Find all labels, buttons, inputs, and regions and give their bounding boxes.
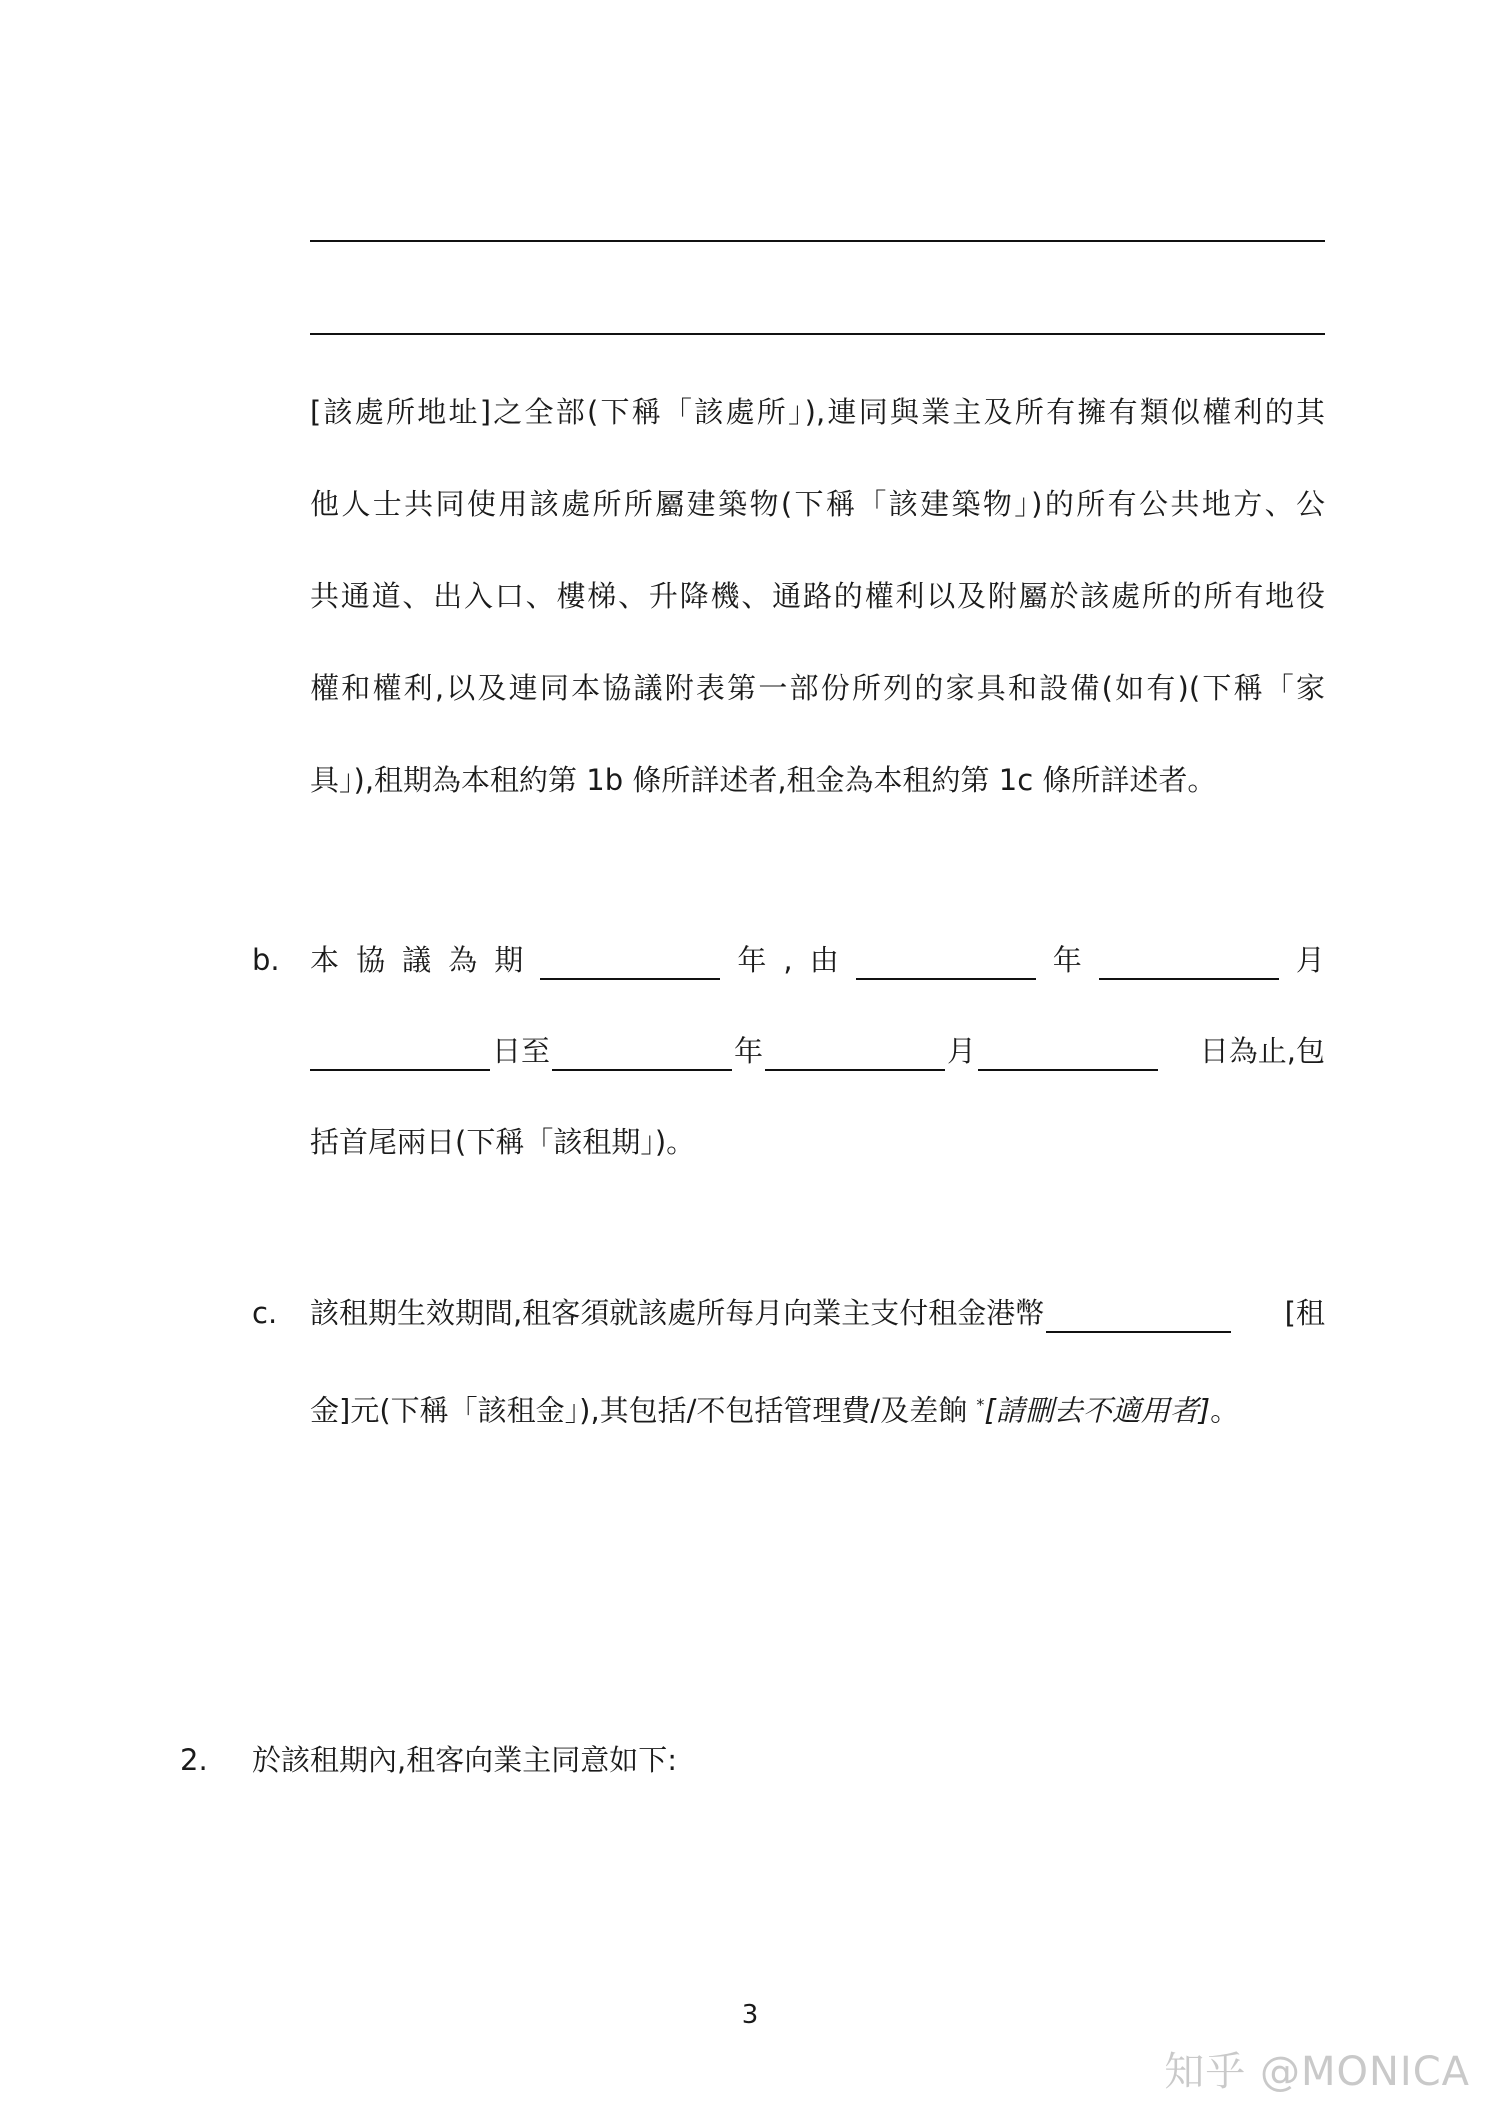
rent-text: 該租期生效期間,租客須就該處所每月向業主支付租金港幣 <box>310 1296 1045 1330</box>
clause-b-label: b. <box>252 943 280 977</box>
end-month-blank[interactable] <box>765 1043 945 1071</box>
term-word: 議 <box>402 943 432 977</box>
rent-amount-blank[interactable] <box>1046 1305 1231 1333</box>
end-day-blank[interactable] <box>978 1043 1158 1071</box>
paragraph-line: 權和權利,以及連同本協議附表第一部份所列的家具和設備(如有)(下稱「家 <box>310 671 1325 705</box>
page-number: 3 <box>741 2000 759 2030</box>
term-word: 期 <box>494 943 524 977</box>
section-2-text: 於該租期內,租客向業主同意如下: <box>252 1743 677 1777</box>
clause-b-line-1 <box>310 940 1325 980</box>
start-day-blank[interactable] <box>310 1043 490 1071</box>
address-blank-line-1 <box>310 240 1325 242</box>
term-word: 本 <box>310 943 340 977</box>
term-word: 為 <box>448 943 478 977</box>
paragraph-line: 具」),租期為本租約第 1b 條所詳述者,租金為本租約第 1c 條所詳述者。 <box>310 763 1217 797</box>
term-years-blank[interactable] <box>540 952 720 980</box>
end-year-blank[interactable] <box>552 1043 732 1071</box>
start-year-blank[interactable] <box>856 952 1036 980</box>
start-month-blank[interactable] <box>1099 952 1279 980</box>
year-word: 年 <box>737 943 767 977</box>
clause-b-line-3: 括首尾兩日(下稱「該租期」)。 <box>310 1125 696 1159</box>
until-word: 日為止,包 <box>1199 1034 1325 1068</box>
clause-b-line-2 <box>310 1031 1325 1071</box>
paragraph-line: 他人士共同使用該處所所屬建築物(下稱「該建築物」)的所有公共地方、公 <box>310 487 1325 521</box>
period: 。 <box>1210 1393 1240 1428</box>
watermark: 知乎 @MONICA <box>1164 2049 1470 2095</box>
clause-c-label: c. <box>252 1296 278 1330</box>
delete-note: [請刪去不適用者] <box>984 1393 1211 1428</box>
clause-c-line-2 <box>310 1385 1325 1431</box>
month-word: 月 <box>947 1034 977 1068</box>
comma: , <box>783 943 793 977</box>
rent-text-2: 金]元(下稱「該租金」),其包括/不包括管理費/及差餉 <box>310 1393 977 1428</box>
address-blank-line-2 <box>310 333 1325 335</box>
asterisk: * <box>976 1395 985 1414</box>
year-word: 年 <box>1052 943 1082 977</box>
paragraph-line: 共通道、出入口、樓梯、升降機、通路的權利以及附屬於該處所的所有地役 <box>310 579 1325 613</box>
from-word: 由 <box>809 943 839 977</box>
month-word: 月 <box>1295 943 1325 977</box>
rent-bracket: [租 <box>1284 1296 1325 1330</box>
section-2-number: 2. <box>180 1743 208 1777</box>
term-word: 協 <box>356 943 386 977</box>
clause-c-line-1 <box>310 1293 1325 1333</box>
day-to-word: 日至 <box>492 1034 551 1068</box>
paragraph-line: [該處所地址]之全部(下稱「該處所」),連同與業主及所有擁有類似權利的其 <box>310 395 1325 429</box>
year-word: 年 <box>734 1034 764 1068</box>
